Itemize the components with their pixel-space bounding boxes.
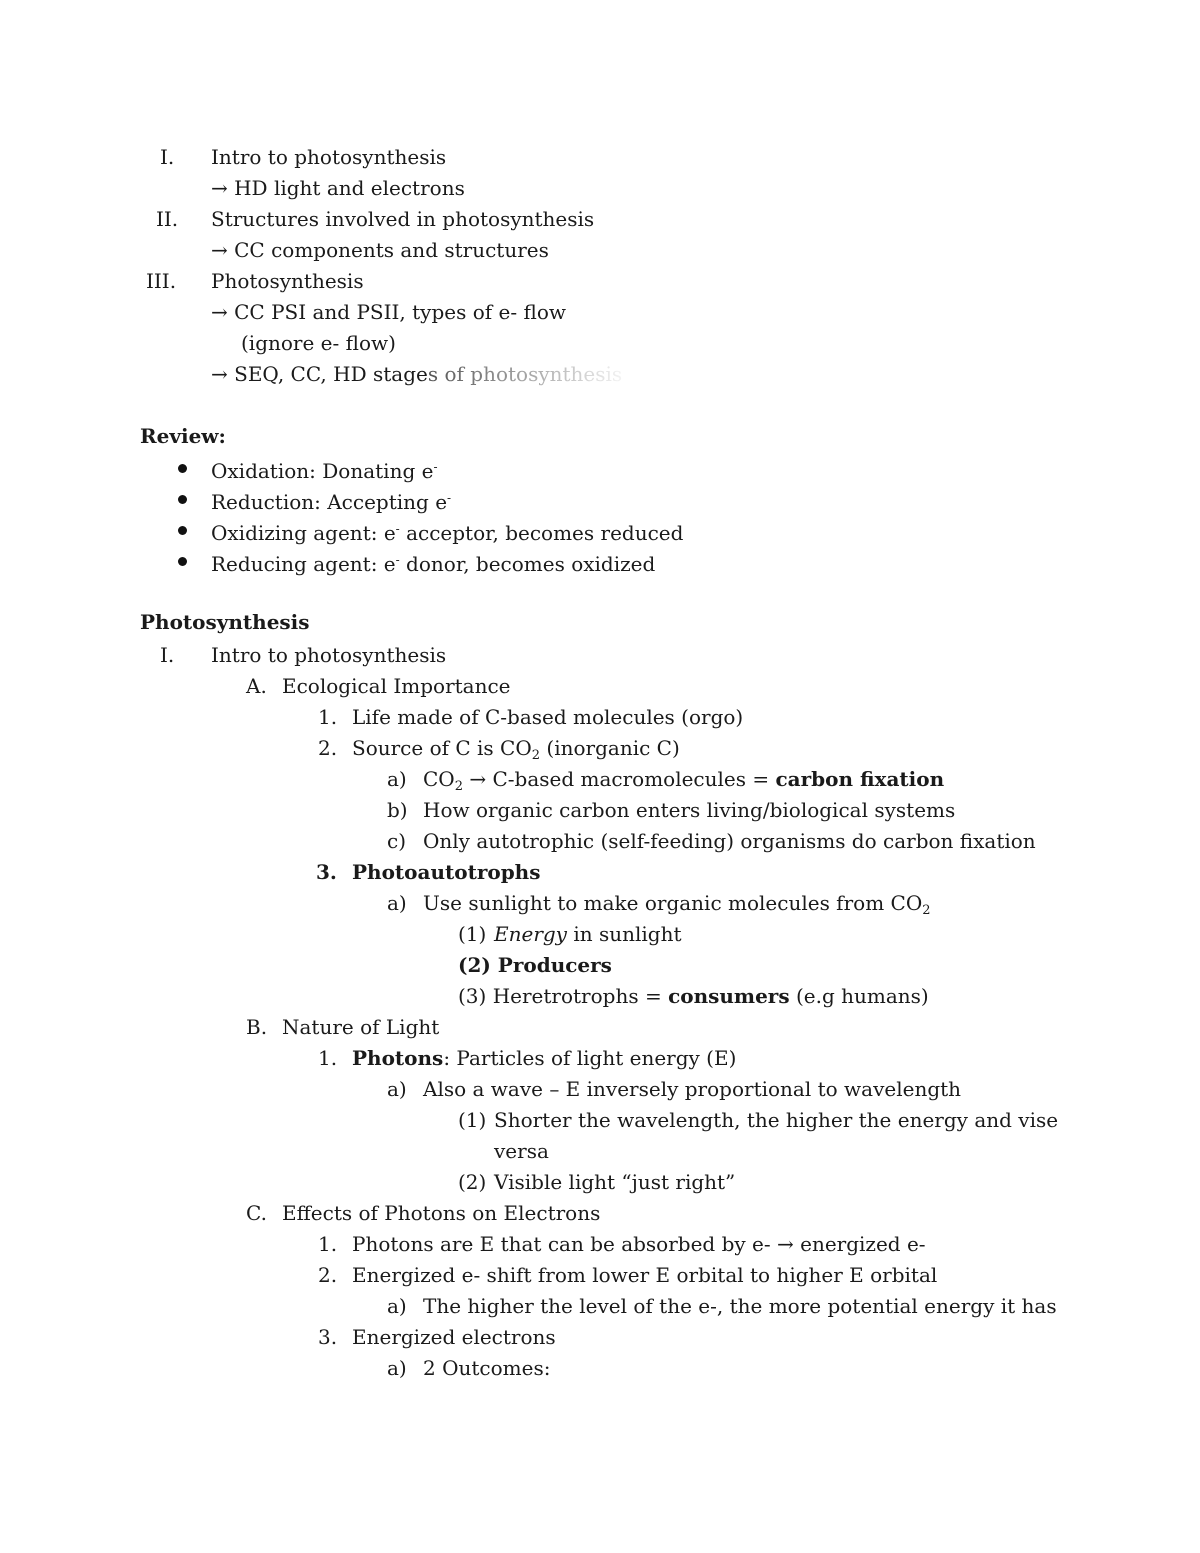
item-number: 1. [318,705,338,729]
item-number: 3. [316,860,337,884]
outline-subitem: → HD light and electrons [211,176,465,200]
item-number: 1. [318,1232,338,1256]
item-number: B. [246,1015,268,1039]
review-heading: Review: [140,424,226,448]
outline-subitem: → CC PSI and PSII, types of e- flow [211,300,566,324]
bullet-icon [178,495,187,504]
outline-item: Visible light “just right” [494,1170,736,1194]
outline-item: Intro to photosynthesis [211,145,447,169]
item-number: A. [246,674,267,698]
outline-item: Shorter the wavelength, the higher the energy and vise [494,1108,1059,1132]
item-number: (2) [458,1170,487,1194]
outline-item: 2 Outcomes: [423,1356,551,1380]
bullet-icon [178,557,187,566]
item-number: b) [387,798,408,822]
outline-item: Photoautotrophs [352,860,541,884]
item-number: (1) [458,922,487,946]
outline-item: Energized e- shift from lower E orbital to higher E orbital [352,1263,938,1287]
item-number: 2. [318,1263,338,1287]
item-number: 1. [318,1046,338,1070]
faded-text: s of photosynthesis [427,362,623,386]
item-number: c) [387,829,407,853]
item-number: 3. [318,1325,338,1349]
outline-numeral: II. [156,207,179,231]
item-number: 2. [318,736,338,760]
review-item: Reducing agent: e- donor, becomes oxidized [211,552,656,576]
outline-item: Source of C is $CO_2$ (inorganic C) [352,736,680,763]
item-number: I. [160,643,175,667]
outline-item-continued: versa [494,1139,549,1163]
bullet-icon [178,464,187,473]
outline-item: Effects of Photons on Electrons [282,1201,601,1225]
outline-item: Photosynthesis [211,269,364,293]
item-number: a) [387,1356,407,1380]
outline-numeral: I. [160,145,175,169]
item-number: a) [387,891,407,915]
outline-item: Intro to photosynthesis [211,643,447,667]
outline-item: Ecological Importance [282,674,511,698]
outline-item: Also a wave – E inversely proportional to wavelength [423,1077,962,1101]
review-item: Oxidation: Donating e- [211,459,438,483]
outline-item: Use sunlight to make organic molecules from $CO_2$ [423,891,931,918]
outline-item: Only autotrophic (self-feeding) organisms do carbon fixation [423,829,1036,853]
outline-subitem: → SEQ, CC, HD stages of photosynthesis [211,362,623,386]
item-number: (1) [458,1108,487,1132]
outline-item: (3) Heretrotrophs = consumers (e.g humans) [458,984,929,1008]
outline-item: How organic carbon enters living/biological systems [423,798,956,822]
item-number: a) [387,1077,407,1101]
outline-item: (2) Producers [458,953,612,977]
review-item: Reduction: Accepting e- [211,490,452,514]
review-item: Oxidizing agent: e- acceptor, becomes reduced [211,521,684,545]
item-number: a) [387,767,407,791]
outline-item: Structures involved in photosynthesis [211,207,595,231]
outline-item: Energy in sunlight [494,922,682,946]
outline-item: The higher the level of the e-, the more potential energy it has [423,1294,1057,1318]
outline-item: $CO_2$ → C-based macromolecules = carbon fixation [423,767,945,794]
outline-item: Life made of C-based molecules (orgo) [352,705,744,729]
item-number: a) [387,1294,407,1318]
item-number: C. [246,1201,267,1225]
outline-item: Photons are E that can be absorbed by e- → energized e- [352,1232,926,1256]
outline-subitem: → CC components and structures [211,238,549,262]
outline-note: (ignore e- flow) [241,331,396,355]
outline-item: Energized electrons [352,1325,556,1349]
section-heading: Photosynthesis [140,610,310,634]
outline-item: Photons: Particles of light energy (E) [352,1046,737,1070]
bullet-icon [178,526,187,535]
outline-item: Nature of Light [282,1015,440,1039]
outline-numeral: III. [146,269,177,293]
